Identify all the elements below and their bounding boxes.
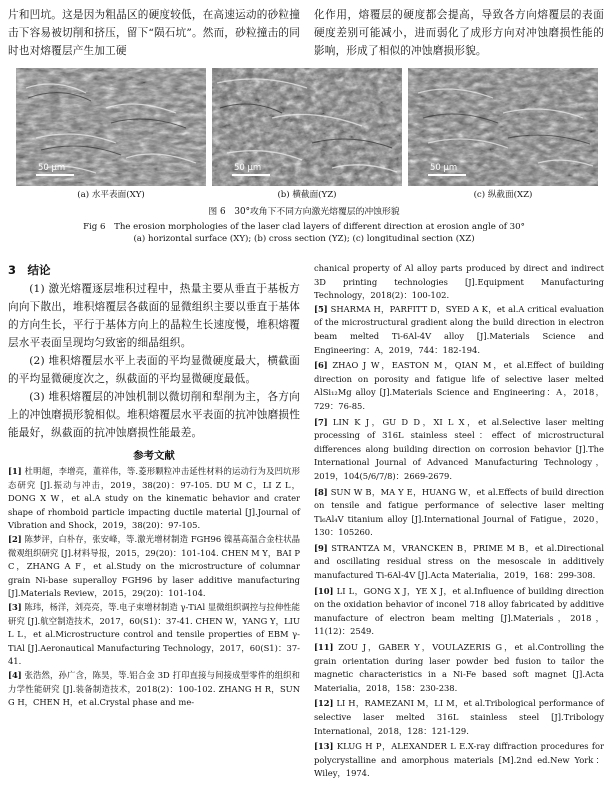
reference-text: LI H，RAMEZANI M，LI M，et al.Tribological performance of selective laser melted 316L stainless steel [J].Tribology International，2018，128：121-129. [314, 698, 605, 736]
reference-item [8, 533, 300, 601]
reference-text: SUN W B，MA Y E，HUANG W，et al.Effects of build direction on tensile and fatigue performance of selective laser melting Ti₆Al₄V titanium alloy [J].International Journal of Fatigue，2020，130：105260. [314, 486, 604, 538]
body-paragraph: 化作用，熔覆层的硬度都会提高，导致各方向熔覆层的表面硬度差别可能减小，进而弱化了成形方向对冲蚀磨损性能的影响，形成了相似的冲蚀磨损形貌。 [314, 9, 604, 57]
sem-image-cross-section [212, 68, 402, 186]
reference-text-en: DU M C，LI Z L，DONG X W，et al.A study on the kinematic behavior and crater shape of rhomboid particle impacting ductile material [J].Journal of Vibration and Shock，2019，38(20)：97-105. [8, 479, 301, 531]
body-paragraph: 片和凹坑。这是因为粗晶区的硬度较低，在高速运动的砂粒撞击下容易被切削和挤压，留下“陨石坑”。然而，砂粒撞击的同时也对熔覆层产生加工硬 [8, 9, 300, 57]
reference-text: LIN K J，GU D D，XI L X，et al.Selective laser melting processing of 316L stainless steel：effect of microstructural differences along building direction on corrosion behavior [J].The International Journal of Advanced Manufacturing Technology，2019，104(5/6/7/8)：2669-2679. [314, 416, 604, 481]
reference-item [314, 542, 604, 583]
reference-item [8, 669, 300, 710]
reference-number: [2] [8, 533, 22, 544]
reference-number: [8] [314, 486, 328, 497]
figure-caption-zh: 图 6 30°攻角下不同方向激光熔覆层的冲蚀形貌 [208, 207, 400, 217]
sem-image-horizontal [16, 68, 206, 186]
reference-text: 陈玮，杨洋，刘亮亮，等.电子束增材制造 γ-TiAl 显微组织调控与拉伸性能研究 [J].航空制造技术，2017，60(S1)：37-41. [8, 601, 300, 626]
reference-text: 陈梦评，白朴存，张安峰，等.激光增材制造 FGH96 镍基高温合金柱状晶微观组织研究 [J].材料导报，2015，29(20)：101-104. [8, 533, 300, 558]
conclusion-paragraph: (2) 堆积熔覆层水平上表面的平均显微硬度最大，横截面的平均显微硬度次之，纵截面的平均显微硬度最低。 [8, 355, 300, 385]
conclusion-section [8, 262, 300, 710]
subfigure-caption-a: (a) 水平表面(XY) [77, 190, 145, 200]
reference-number: [12] [314, 698, 334, 709]
reference-text-en: ZHANG H R，SUN G H，CHEN H，et al.Crystal phase and me- [8, 683, 300, 708]
reference-item [8, 465, 300, 533]
reference-text: KLUG H P，ALEXANDER L E.X-ray diffraction procedures for polycrystalline and amorphous materials [M].2nd ed.New York：Wiley，1974. [314, 741, 605, 779]
reference-item [314, 585, 604, 639]
reference-item [314, 303, 604, 357]
top-right-column [314, 6, 604, 60]
reference-item [314, 641, 604, 695]
reference-text: 杜明超，李增亮，董祥伟，等.菱形颗粒冲击延性材料的运动行为及凹坑形态研究 [J].振动与冲击，2019，38(20)：97-105. [8, 466, 301, 490]
figure-caption-en: Fig 6 The erosion morphologies of the laser clad layers of different direction at erosion angle of 30° [83, 222, 525, 232]
section-heading: 3 结论 [8, 263, 51, 277]
reference-number: [11] [314, 642, 334, 653]
reference-item [314, 416, 604, 484]
reference-number: [6] [314, 360, 328, 371]
top-left-column [8, 6, 300, 60]
reference-text: STRANTZA M，VRANCKEN B，PRIME M B，et al.Directional and oscillating residual stress on the mesoscale in additively manufactured Ti-6Al-4V [J].Acta Materialia，2019，168：299-308. [314, 542, 604, 581]
reference-number: [10] [314, 585, 334, 596]
reference-number: [4] [8, 669, 22, 680]
reference-number: [7] [314, 416, 328, 427]
references-title: 参考文献 [133, 450, 175, 462]
reference-number: [1] [8, 466, 22, 476]
scale-bar [36, 174, 74, 176]
conclusion-paragraph: (1) 激光熔覆逐层堆积过程中，热量主要从垂直于基板方向向下散出，堆积熔覆层各截面的显微组织主要以垂直于基体的方向生长，平行于基体方向上的晶粒生长速度慢，堆积熔覆层水平表面呈现均匀致密的细晶组织。 [8, 283, 300, 349]
reference-text: ZHAO J W，EASTON M，QIAN M，et al.Effect of building direction on porosity and fatigue life of selective laser melted AlSi₁₂Mg alloy [J].Materials Science and Engineering：A，2018，729：76-85. [314, 360, 604, 411]
reference-item [314, 359, 604, 413]
reference-number: [3] [8, 601, 22, 612]
reference-item [314, 486, 604, 540]
scale-label: 50 μm [430, 163, 458, 173]
reference-text-en: CHEN M Y，BAI P C，ZHANG A F，et al.Study on the microstructure of columnar grain Ni-base superalloy FGH96 by laser additive manufacturing [J].Materials Review，2015，29(20)：101-104. [8, 547, 300, 599]
figure-6 [8, 64, 600, 254]
figure-caption-en-sub: (a) horizontal surface (XY); (b) cross section (YZ); (c) longitudinal section (XZ) [133, 234, 475, 244]
reference-item [8, 601, 300, 669]
reference-number: [13] [314, 741, 334, 752]
sem-image-longitudinal [408, 68, 598, 186]
reference-text: ZOU J，GABER Y，VOULAZERIS G，et al.Controlling the grain orientation during laser powder bed fusion to tailor the magnetic characteristics in a Ni-Fe based soft magnet [J].Acta Materialia，2018，158：230-238. [314, 642, 604, 693]
reference-text: SHARMA H，PARFITT D，SYED A K，et al.A critical evaluation of the microstructural gradient along the build direction in electron beam melted Ti-6Al-4V alloy [J].Materials Science and Engineering：A，2019，744：182-194. [314, 303, 605, 355]
scale-bar [232, 174, 270, 176]
scale-bar [428, 174, 466, 176]
subfigure-caption-c: (c) 纵截面(XZ) [473, 190, 533, 200]
references-right-column [314, 262, 604, 783]
scale-label: 50 μm [38, 163, 66, 173]
reference-number: [9] [314, 542, 328, 553]
reference-text: 张浩然，孙广含，陈昊，等.铝合金 3D 打印直接与间接成型零件的组织和力学性能研究 [J].装备制造技术，2018(2)：100-102. [8, 669, 300, 694]
subfigure-caption-b: (b) 横截面(YZ) [277, 190, 337, 200]
reference-item [314, 740, 604, 781]
reference-continuation: chanical property of Al alloy parts produced by direct and indirect 3D printing technologies [J].Equipment Manufacturing Technology，2018(2)：100-102. [314, 263, 604, 301]
reference-text-en: CHEN W，YANG Y，LIU L L，et al.Microstructure control and tensile properties of EBM γ-TiAl [J].Aeronautical Manufacturing Technology，2017，60(S1)：37-41. [8, 615, 300, 667]
conclusion-paragraph: (3) 堆积熔覆层的冲蚀机制以微切削和犁削为主，各方向上的冲蚀磨损形貌相似。堆积熔覆层水平表面的抗冲蚀磨损性能最好，纵截面的抗冲蚀磨损性能最差。 [8, 391, 300, 439]
scale-label: 50 μm [234, 163, 262, 173]
reference-number: [5] [314, 303, 328, 314]
reference-text: LI L，GONG X J，YE X J，et al.Influence of building direction on the oxidation behavior of inconel 718 alloy fabricated by additive manufacture of electron beam melting [J].Materials，2018，11(12)：2549. [314, 585, 605, 637]
reference-item [314, 697, 604, 738]
